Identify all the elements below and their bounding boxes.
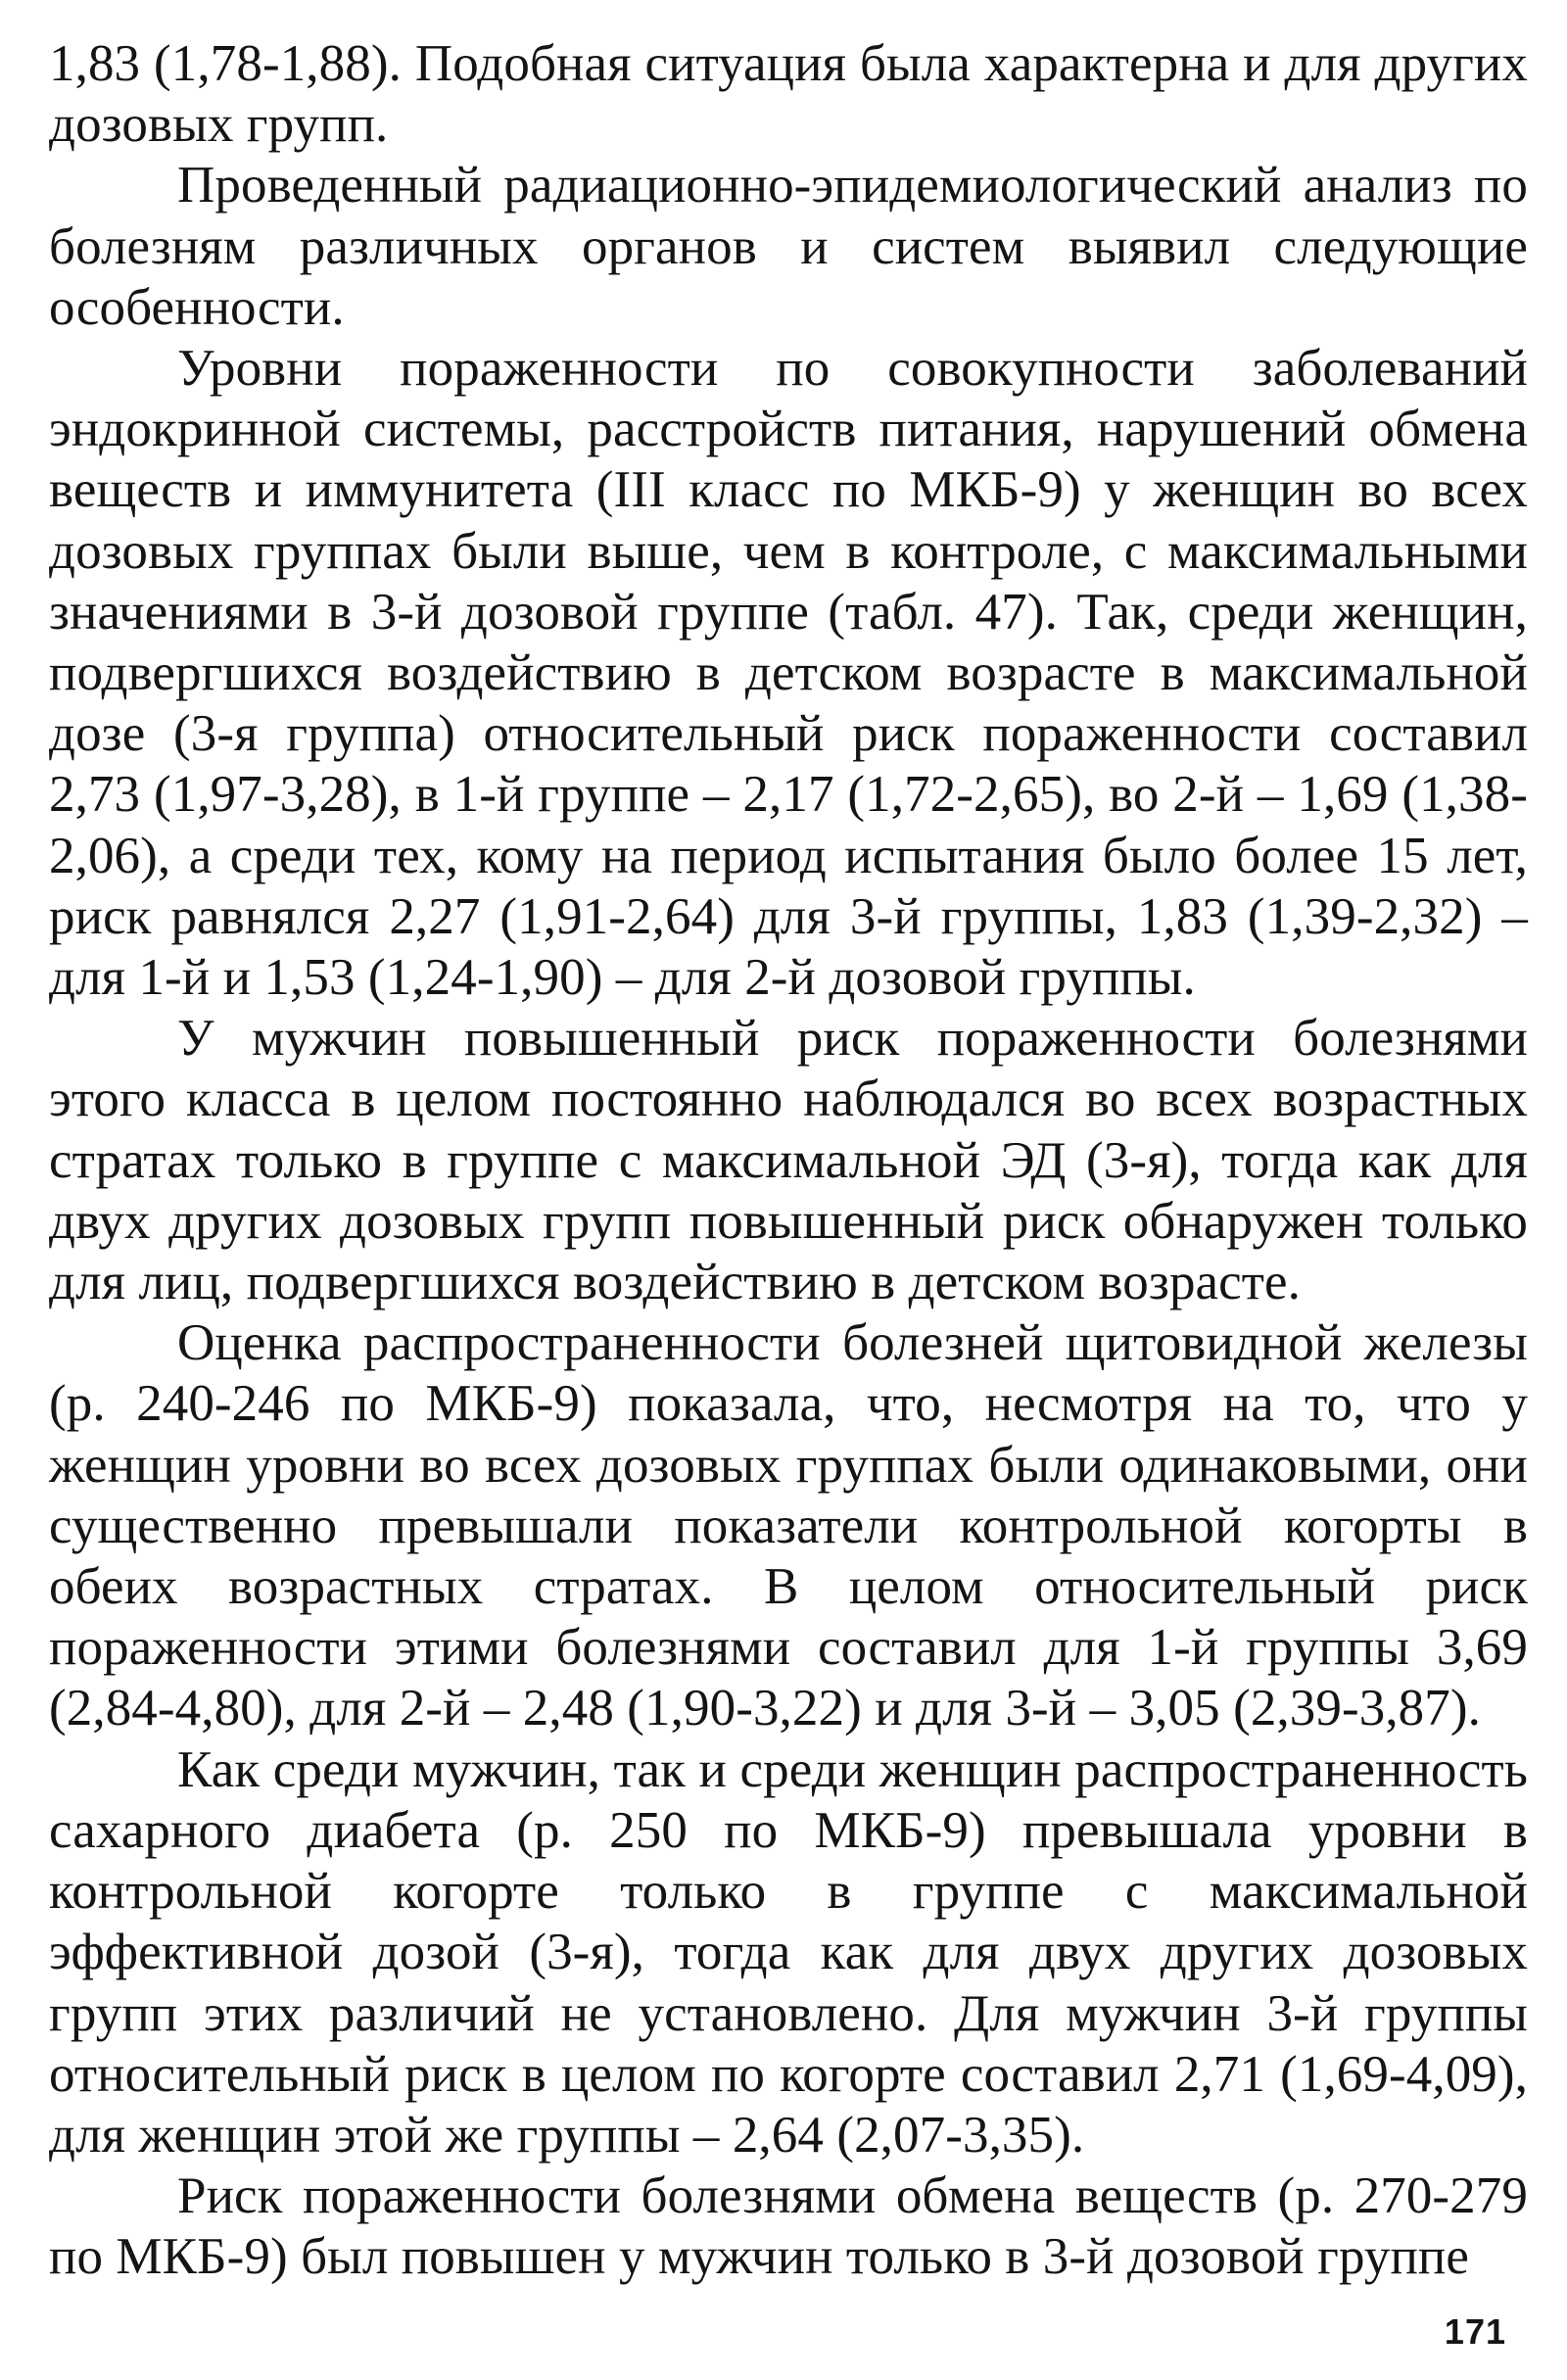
paragraph: Как среди мужчин, так и среди женщин распространенность сахарного диабета (р. 250 по МКБ-9) превышала уровни в контрольной когорте только в группе с максимальной эффективной дозой (3-я), тогда как для двух других дозовых групп этих различий не установлено. Для мужчин 3-й группы относительный риск в целом по когорте составил 2,71 (1,69-4,09), для женщин этой же группы – 2,64 (2,07-3,35). (49, 1740, 1528, 2164)
paragraph: Уровни пораженности по совокупности заболеваний эндокринной системы, расстройств питания, нарушений обмена веществ и иммунитета (III класс по МКБ-9) у женщин во всех дозовых группах были выше, чем в контроле, с максимальными значениями в 3-й дозовой группе (табл. 47). Так, среди женщин, подвергшихся воздействию в детском возрасте в максимальной дозе (3-я группа) относительный риск пораженности составил 2,73 (1,97-3,28), в 1-й группе – 2,17 (1,72-2,65), во 2-й – 1,69 (1,38-2,06), а среди тех, кому на период испытания было более 15 лет, риск равнялся 2,27 (1,91-2,64) для 3-й группы, 1,83 (1,39-2,32) – для 1-й и 1,53 (1,24-1,90) – для 2-й дозовой группы. (49, 340, 1528, 1007)
page-number: 171 (1444, 2311, 1506, 2352)
paragraph: У мужчин повышенный риск пораженности болезнями этого класса в целом постоянно наблюдался во всех возрастных стратах только в группе с максимальной ЭД (3-я), тогда как для двух других дозовых групп повышенный риск обнаружен только для лиц, подвергшихся воздействию в детском возрасте. (49, 1010, 1528, 1311)
paragraph: Проведенный радиационно-эпидемиологический анализ по болезням различных органов и систем выявил следующие особенности. (49, 157, 1528, 336)
paragraph-continuation: 1,83 (1,78-1,88). Подобная ситуация была характерна и для других дозовых групп. (49, 35, 1528, 154)
paragraph: Оценка распространенности болезней щитовидной железы (р. 240-246 по МКБ-9) показала, что, несмотря на то, что у женщин уровни во всех дозовых группах были одинаковыми, они существенно превышали показатели контрольной когорты в обеих возрастных стратах. В целом относительный риск пораженности этими болезнями составил для 1-й группы 3,69 (2,84-4,80), для 2-й – 2,48 (1,90-3,22) и для 3-й – 3,05 (2,39-3,87). (49, 1314, 1528, 1737)
paragraph: Риск пораженности болезнями обмена веществ (р. 270-279 по МКБ-9) был повышен у мужчин только в 3-й дозовой группе (49, 2167, 1528, 2286)
page-body (49, 33, 1528, 2288)
